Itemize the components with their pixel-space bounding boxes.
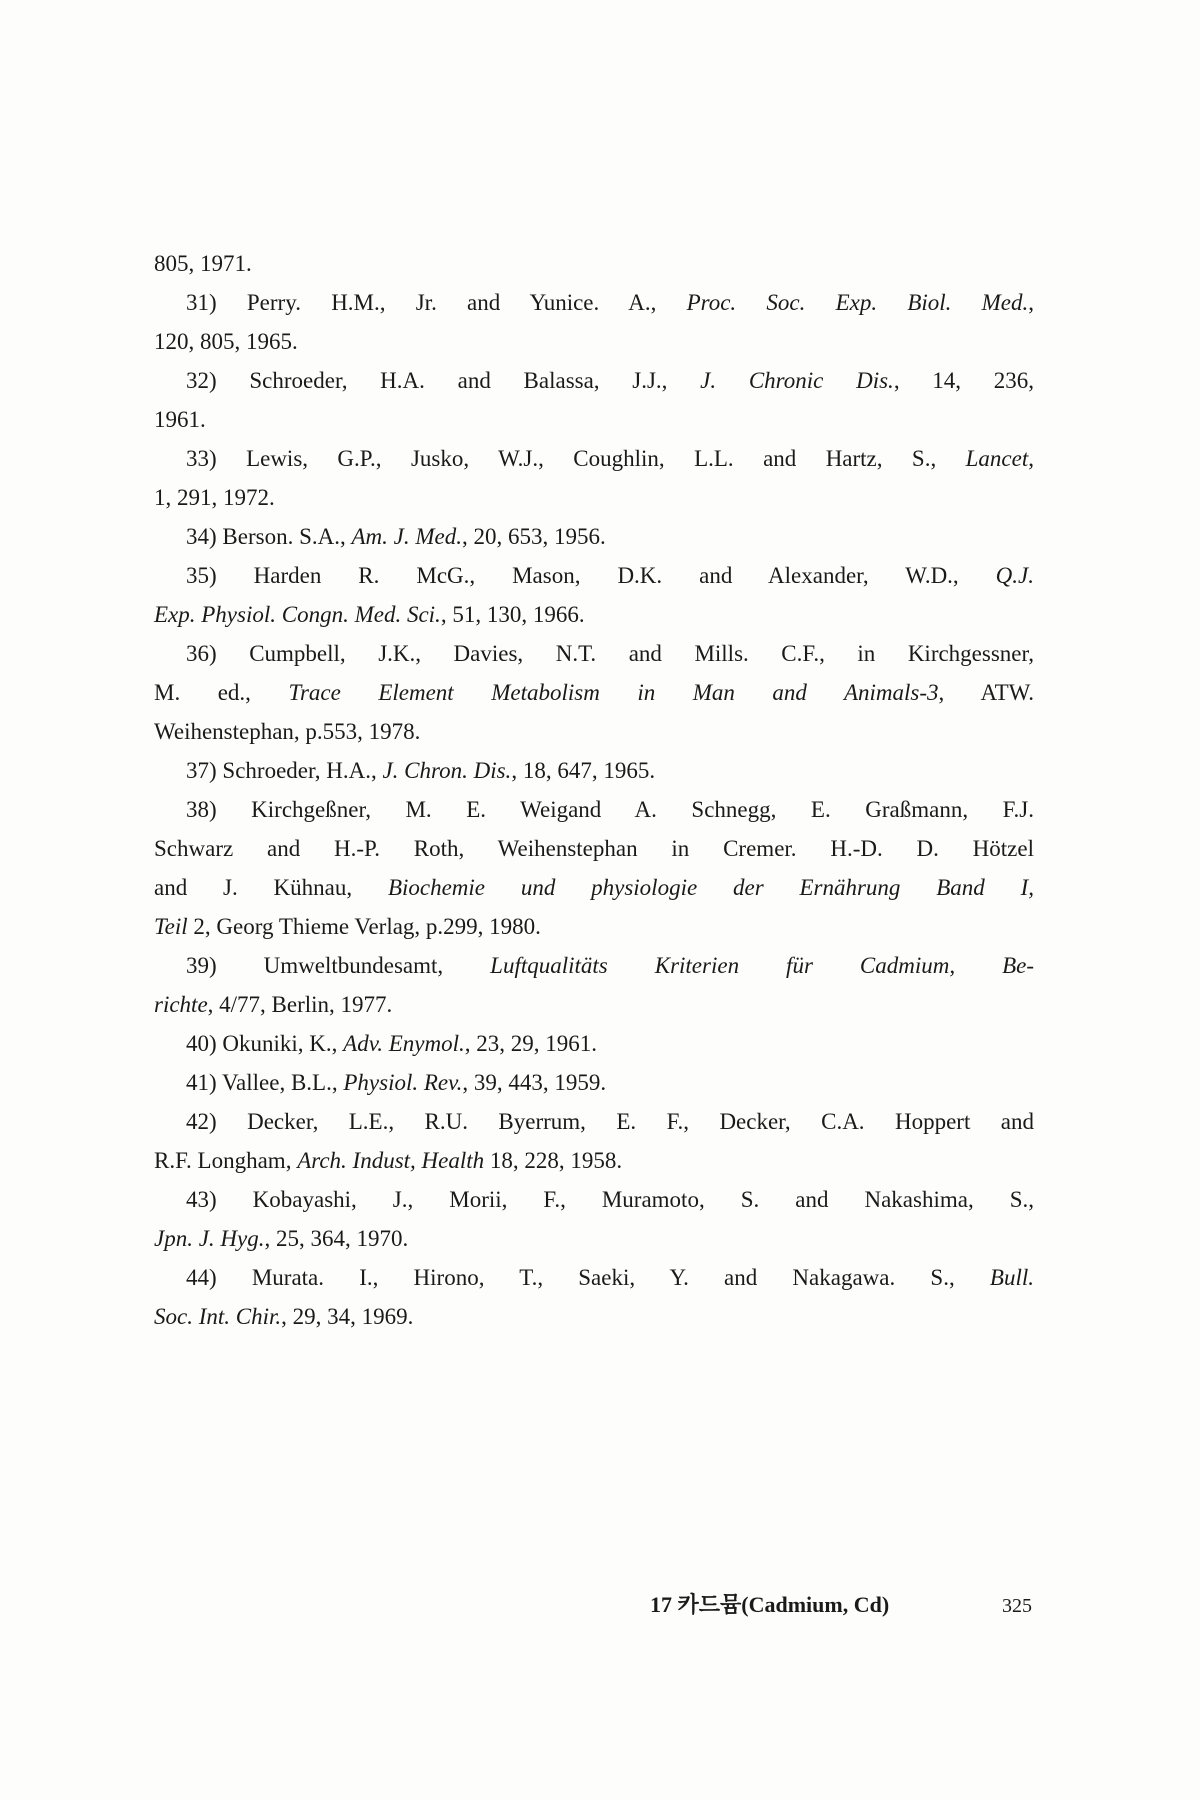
journal-title: J. Chron. Dis. [382, 758, 512, 783]
journal-title: Teil [154, 914, 188, 939]
reference-text: , 23, 29, 1961. [464, 1031, 597, 1056]
journal-title: Adv. Enymol. [343, 1031, 465, 1056]
reference-text: 34) Berson. S.A., [186, 524, 352, 549]
reference-text: Schwarz and H.-P. Roth, Weihenstephan in Cremer. H.-D. D. Hötzel [154, 836, 1034, 861]
reference-line [154, 634, 1034, 673]
reference-line [154, 517, 1034, 556]
reference-text: 120, 805, 1965. [154, 329, 298, 354]
reference-line [154, 1219, 1034, 1258]
journal-title: Proc. Soc. Exp. Biol. Med. [686, 290, 1029, 315]
page-footer [650, 1588, 1032, 1619]
reference-line [154, 751, 1034, 790]
reference-text: 44) Murata. I., Hirono, T., Saeki, Y. and Nakagawa. S., [186, 1265, 990, 1290]
reference-line [154, 829, 1034, 868]
reference-line [154, 1024, 1034, 1063]
journal-title: Soc. Int. Chir. [154, 1304, 282, 1329]
reference-text: , 25, 364, 1970. [264, 1226, 409, 1251]
journal-title: Bull. [989, 1265, 1034, 1290]
reference-text: , 51, 130, 1966. [440, 602, 585, 627]
reference-text: , 18, 647, 1965. [511, 758, 656, 783]
reference-line [154, 985, 1034, 1024]
journal-title: Physiol. Rev. [343, 1070, 463, 1095]
reference-text: 1, 291, 1972. [154, 485, 275, 510]
reference-text: , 39, 443, 1959. [462, 1070, 607, 1095]
reference-line [154, 400, 1034, 439]
journal-title: Jpn. J. Hyg. [154, 1226, 265, 1251]
reference-text: , 20, 653, 1956. [461, 524, 606, 549]
journal-title: Am. J. Med. [351, 524, 462, 549]
reference-text: Weihenstephan, p.553, 1978. [154, 719, 421, 744]
journal-title: Trace Element Metabolism in Man and Animals-3 [288, 680, 939, 705]
reference-text: 42) Decker, L.E., R.U. Byerrum, E. F., Decker, C.A. Hoppert and [186, 1109, 1034, 1134]
reference-continuation-line [154, 244, 1034, 283]
reference-text: 43) Kobayashi, J., Morii, F., Muramoto, S. and Nakashima, S., [186, 1187, 1034, 1212]
reference-line [154, 712, 1034, 751]
journal-title: Luftqualitäts Kriterien für Cadmium, Be- [490, 953, 1034, 978]
reference-line [154, 1102, 1034, 1141]
reference-line [154, 322, 1034, 361]
reference-text: , 4/77, Berlin, 1977. [207, 992, 393, 1017]
reference-line [154, 946, 1034, 985]
reference-line [154, 439, 1034, 478]
reference-line [154, 1297, 1034, 1336]
reference-line [154, 673, 1034, 712]
page-number: 325 [1002, 1595, 1032, 1617]
journal-title: Q.J. [995, 563, 1034, 588]
reference-text: M. ed., [154, 680, 289, 705]
journal-title: Lancet [965, 446, 1029, 471]
reference-text: 32) Schroeder, H.A. and Balassa, J.J., [186, 368, 701, 393]
reference-text: , ATW. [938, 680, 1034, 705]
reference-line [154, 907, 1034, 946]
reference-text: 36) Cumpbell, J.K., Davies, N.T. and Mills. C.F., in Kirchgessner, [186, 641, 1034, 666]
reference-text: 18, 228, 1958. [484, 1148, 623, 1173]
reference-text: 2, Georg Thieme Verlag, p.299, 1980. [187, 914, 541, 939]
journal-title: richte [154, 992, 208, 1017]
reference-line [154, 595, 1034, 634]
reference-text: , [1028, 446, 1034, 471]
reference-text: 39) Umweltbundesamt, [186, 953, 491, 978]
reference-text: , 29, 34, 1969. [281, 1304, 414, 1329]
reference-text: 33) Lewis, G.P., Jusko, W.J., Coughlin, L.L. and Hartz, S., [186, 446, 966, 471]
reference-line [154, 868, 1034, 907]
reference-text: 38) Kirchgeßner, M. E. Weigand A. Schnegg, E. Graßmann, F.J. [186, 797, 1034, 822]
reference-line [154, 1063, 1034, 1102]
reference-line [154, 1180, 1034, 1219]
reference-list [154, 244, 1034, 1336]
reference-line [154, 1141, 1034, 1180]
running-head: 17 카드뮴(Cadmium, Cd) [650, 1592, 890, 1617]
reference-text: 37) Schroeder, H.A., [186, 758, 383, 783]
reference-text: , [1028, 290, 1034, 315]
reference-line [154, 556, 1034, 595]
reference-text: , 14, 236, [893, 368, 1034, 393]
journal-title: Exp. Physiol. Congn. Med. Sci. [154, 602, 441, 627]
reference-text: and J. Kühnau, [154, 875, 388, 900]
journal-title: Arch. Indust, Health [297, 1148, 485, 1173]
journal-title: J. Chronic Dis. [700, 368, 894, 393]
reference-text: 35) Harden R. McG., Mason, D.K. and Alexander, W.D., [186, 563, 996, 588]
reference-line [154, 283, 1034, 322]
reference-text: 41) Vallee, B.L., [186, 1070, 344, 1095]
reference-text: 805, 1971. [154, 251, 252, 276]
reference-text: 31) Perry. H.M., Jr. and Yunice. A., [186, 290, 687, 315]
reference-text: 1961. [154, 407, 206, 432]
reference-text: 40) Okuniki, K., [186, 1031, 344, 1056]
reference-line [154, 478, 1034, 517]
reference-line [154, 1258, 1034, 1297]
reference-line [154, 361, 1034, 400]
reference-line [154, 790, 1034, 829]
journal-title: Biochemie und physiologie der Ernährung Band I, [387, 875, 1034, 900]
reference-text: R.F. Longham, [154, 1148, 298, 1173]
